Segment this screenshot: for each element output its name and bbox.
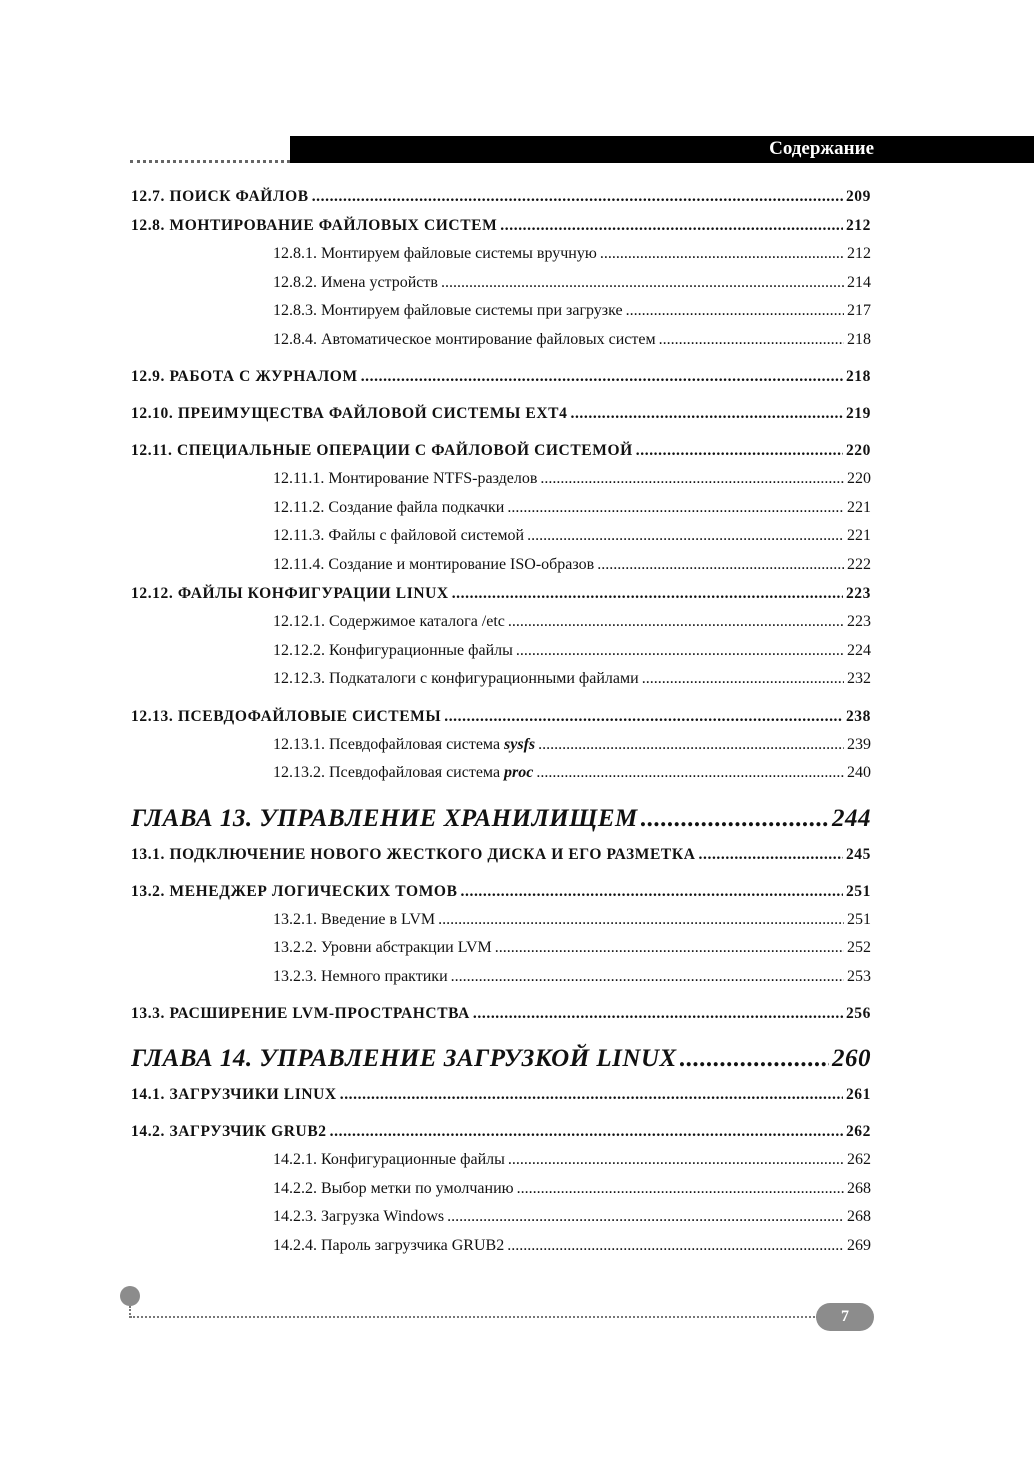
toc-subsection-row	[131, 1175, 871, 1204]
toc-section-row	[131, 211, 871, 240]
toc-leader-dots	[641, 798, 829, 840]
toc-page-number: 224	[847, 641, 871, 659]
toc-page-number: 260	[832, 1045, 871, 1072]
toc-entry-title	[131, 182, 309, 211]
toc-entry-title	[273, 297, 623, 326]
toc-entry-text: ГЛАВА 14. УПРАВЛЕНИЕ ЗАГРУЗКОЙ LINUX	[131, 1045, 677, 1072]
toc-page-number: 261	[845, 1086, 871, 1103]
toc-entry-title	[131, 362, 358, 391]
table-of-contents	[131, 182, 871, 1260]
toc-leader-dots	[507, 1232, 844, 1261]
toc-page-number: 252	[847, 939, 871, 956]
toc-entry-text: 13.2.2. Уровни абстракции LVM	[273, 939, 492, 956]
toc-subsection-row	[131, 240, 871, 269]
toc-subsection-row	[131, 465, 871, 494]
page-title: Содержание	[769, 138, 874, 159]
toc-entry-title	[131, 1117, 327, 1146]
toc-entry-title	[273, 1146, 505, 1175]
toc-chapter-row	[131, 798, 871, 840]
toc-leader-dots	[540, 465, 844, 494]
toc-entry-text: 14.2.3. Загрузка Windows	[273, 1208, 445, 1225]
toc-subsection-row	[131, 1146, 871, 1175]
toc-page-number: 223	[845, 585, 871, 602]
toc-entry-text: 12.13. ПСЕВДОФАЙЛОВЫЕ СИСТЕМЫ	[131, 707, 442, 725]
toc-page-number: 262	[845, 1123, 871, 1140]
toc-leader-dots	[600, 240, 844, 269]
toc-entry-text: 12.8.2. Имена устройств	[273, 273, 438, 291]
toc-page-number: 269	[847, 1236, 871, 1254]
toc-subsection-row	[131, 269, 871, 298]
toc-entry-text: 14.2.1. Конфигурационные файлы	[273, 1151, 505, 1168]
toc-page-number: 268	[847, 1179, 871, 1197]
toc-entry-text: 12.12. ФАЙЛЫ КОНФИГУРАЦИИ LINUX	[131, 585, 449, 602]
toc-entry-text: 12.12.2. Конфигурационные файлы	[273, 641, 513, 659]
toc-entry-title	[131, 399, 567, 428]
toc-subsection-row	[131, 906, 871, 935]
toc-leader-dots	[626, 297, 844, 326]
toc-leader-dots	[517, 1175, 844, 1204]
toc-subsection-row	[131, 494, 871, 523]
toc-entry-title	[273, 665, 639, 694]
toc-entry-text: 12.13.1. Псевдофайловая система	[273, 735, 505, 753]
toc-entry-title	[131, 798, 638, 840]
toc-entry-title	[273, 1232, 504, 1261]
toc-page-number: 219	[845, 405, 871, 422]
toc-entry-text: 12.11. СПЕЦИАЛЬНЫЕ ОПЕРАЦИИ С ФАЙЛОВОЙ СИСТЕМОЙ	[131, 442, 633, 459]
toc-page-number: 232	[847, 670, 871, 687]
toc-entry-text: 14.1. ЗАГРУЗЧИКИ LINUX	[131, 1086, 337, 1103]
toc-page-number: 262	[847, 1151, 871, 1168]
toc-leader-dots	[473, 999, 843, 1028]
toc-entry-title	[131, 579, 449, 608]
toc-subsection-row	[131, 522, 871, 551]
toc-entry-text: 12.11.2. Создание файла подкачки	[273, 498, 505, 516]
toc-entry-text: 12.8.4. Автоматическое монтирование файловых систем	[273, 330, 656, 348]
toc-subsection-row	[131, 963, 871, 992]
toc-page-number: 223	[847, 613, 871, 630]
toc-page-number: 214	[847, 273, 871, 291]
toc-entry-text: 12.11.3. Файлы с файловой системой	[273, 527, 525, 544]
toc-entry-title	[273, 963, 448, 992]
toc-subsection-row	[131, 934, 871, 963]
toc-entry-title	[273, 522, 524, 551]
toc-page-number: 256	[845, 1005, 871, 1022]
toc-entry-title	[273, 637, 513, 666]
toc-entry-emphasis: sysfs	[504, 735, 536, 753]
toc-page-number: 212	[845, 217, 871, 234]
toc-entry-text: ГЛАВА 13. УПРАВЛЕНИЕ ХРАНИЛИЩЕМ	[131, 804, 638, 832]
toc-leader-dots	[516, 637, 844, 666]
toc-section-row	[131, 436, 871, 465]
toc-entry-title	[273, 240, 597, 269]
toc-leader-dots	[597, 551, 844, 580]
toc-section-row	[131, 362, 871, 391]
toc-subsection-row	[131, 637, 871, 666]
toc-entry-text: 13.2.3. Немного практики	[273, 967, 448, 985]
toc-page-number: 245	[845, 845, 871, 863]
toc-leader-dots	[642, 665, 844, 694]
toc-page-number: 239	[847, 735, 871, 753]
toc-page-number: 220	[845, 442, 871, 459]
toc-entry-text: 12.13.2. Псевдофайловая система	[273, 764, 505, 781]
toc-page-number: 218	[845, 368, 871, 385]
toc-page-number: 218	[847, 330, 871, 348]
toc-entry-text: 12.10. ПРЕИМУЩЕСТВА ФАЙЛОВОЙ СИСТЕМЫ EXT4	[131, 405, 568, 422]
toc-leader-dots	[659, 326, 844, 355]
toc-entry-title	[273, 269, 438, 298]
toc-entry-emphasis: proc	[504, 764, 534, 781]
toc-leader-dots	[451, 963, 844, 992]
toc-section-row	[131, 1117, 871, 1146]
toc-section-row	[131, 877, 871, 906]
toc-entry-title	[131, 702, 441, 731]
toc-page-number: 222	[847, 555, 871, 573]
toc-entry-text: 12.7. ПОИСК ФАЙЛОВ	[131, 188, 309, 205]
header-dotted-rule	[130, 160, 290, 163]
toc-entry-text: 13.1. ПОДКЛЮЧЕНИЕ НОВОГО ЖЕСТКОГО ДИСКА И ЕГО РАЗМЕТКА	[131, 845, 696, 863]
footer-circle-marker	[120, 1286, 140, 1306]
toc-section-row	[131, 399, 871, 428]
toc-leader-dots	[495, 934, 844, 963]
toc-section-row	[131, 1080, 871, 1109]
toc-entry-text: 12.12.3. Подкаталоги с конфигурационными файлами	[273, 670, 639, 687]
toc-leader-dots	[444, 702, 843, 731]
toc-entry-title	[273, 759, 533, 788]
toc-leader-dots	[312, 182, 843, 211]
toc-page-number: 253	[847, 967, 871, 985]
toc-subsection-row	[131, 608, 871, 637]
toc-entry-title	[273, 934, 492, 963]
toc-leader-dots	[507, 494, 844, 523]
toc-leader-dots	[452, 579, 843, 608]
toc-subsection-row	[131, 665, 871, 694]
toc-leader-dots	[527, 522, 844, 551]
toc-entry-text: 12.11.1. Монтирование NTFS-разделов	[273, 470, 538, 487]
toc-page-number: 220	[847, 470, 871, 487]
toc-chapter-row	[131, 1038, 871, 1080]
toc-entry-text: 14.2.2. Выбор метки по умолчанию	[273, 1179, 514, 1197]
toc-entry-title	[131, 840, 696, 869]
toc-page-number: 240	[847, 764, 871, 781]
toc-entry-title	[273, 608, 505, 637]
toc-entry-title	[131, 877, 458, 906]
toc-entry-title	[273, 1175, 514, 1204]
toc-section-row	[131, 182, 871, 211]
toc-section-row	[131, 999, 871, 1028]
toc-subsection-row	[131, 1232, 871, 1261]
toc-entry-text: 12.11.4. Создание и монтирование ISO-образов	[273, 555, 595, 573]
toc-entry-text: 13.3. РАСШИРЕНИЕ LVM-ПРОСТРАНСТВА	[131, 1005, 470, 1022]
toc-subsection-row	[131, 297, 871, 326]
toc-entry-title	[273, 551, 594, 580]
toc-entry-title	[273, 1203, 444, 1232]
header-bar	[290, 136, 1034, 163]
toc-page-number: 244	[832, 804, 871, 832]
page-number: 7	[816, 1303, 874, 1331]
toc-entry-title	[131, 999, 470, 1028]
toc-page-number: 212	[847, 245, 871, 262]
toc-entry-text: 13.2.1. Введение в LVM	[273, 910, 436, 928]
toc-entry-text: 12.8. МОНТИРОВАНИЕ ФАЙЛОВЫХ СИСТЕМ	[131, 217, 498, 234]
toc-entry-title	[273, 326, 656, 355]
toc-entry-title	[131, 1038, 677, 1080]
toc-leader-dots	[508, 608, 844, 637]
toc-leader-dots	[500, 211, 843, 240]
toc-page-number: 221	[847, 498, 871, 516]
toc-subsection-row	[131, 326, 871, 355]
toc-leader-dots	[340, 1080, 843, 1109]
toc-page-number: 221	[847, 527, 871, 544]
toc-leader-dots	[570, 399, 842, 428]
toc-leader-dots	[508, 1146, 844, 1175]
toc-entry-text: 14.2.4. Пароль загрузчика GRUB2	[273, 1236, 505, 1254]
toc-entry-title	[131, 1080, 337, 1109]
toc-leader-dots	[680, 1038, 829, 1080]
toc-leader-dots	[361, 362, 843, 391]
toc-entry-text: 12.12.1. Содержимое каталога /etc	[273, 613, 505, 630]
toc-entry-title	[273, 465, 537, 494]
toc-subsection-row	[131, 759, 871, 788]
toc-entry-text: 12.8.1. Монтируем файловые системы вручную	[273, 245, 597, 262]
toc-entry-title	[273, 494, 504, 523]
toc-entry-text: 12.9. РАБОТА С ЖУРНАЛОМ	[131, 368, 358, 385]
toc-entry-text: 13.2. МЕНЕДЖЕР ЛОГИЧЕСКИХ ТОМОВ	[131, 882, 458, 900]
toc-section-row	[131, 840, 871, 869]
toc-page-number: 251	[845, 882, 871, 900]
toc-page-number: 251	[847, 910, 871, 928]
toc-leader-dots	[636, 436, 843, 465]
toc-subsection-row	[131, 731, 871, 760]
toc-section-row	[131, 702, 871, 731]
toc-entry-text: 12.8.3. Монтируем файловые системы при загрузке	[273, 302, 623, 319]
toc-page-number: 217	[847, 302, 871, 319]
toc-leader-dots	[536, 759, 844, 788]
toc-leader-dots	[330, 1117, 843, 1146]
toc-page-number: 268	[847, 1208, 871, 1225]
toc-entry-title	[273, 906, 435, 935]
toc-leader-dots	[538, 731, 844, 760]
footer-dotted-rule	[130, 1316, 818, 1318]
toc-leader-dots	[441, 269, 844, 298]
toc-section-row	[131, 579, 871, 608]
toc-page-number: 209	[845, 188, 871, 205]
toc-entry-text: 14.2. ЗАГРУЗЧИК GRUB2	[131, 1123, 327, 1140]
toc-leader-dots	[461, 877, 843, 906]
toc-entry-title	[131, 211, 497, 240]
toc-subsection-row	[131, 551, 871, 580]
toc-subsection-row	[131, 1203, 871, 1232]
toc-page-number: 238	[845, 707, 871, 725]
toc-leader-dots	[438, 906, 844, 935]
toc-leader-dots	[447, 1203, 844, 1232]
toc-entry-title	[131, 436, 633, 465]
toc-leader-dots	[699, 840, 843, 869]
toc-entry-title	[273, 731, 535, 760]
